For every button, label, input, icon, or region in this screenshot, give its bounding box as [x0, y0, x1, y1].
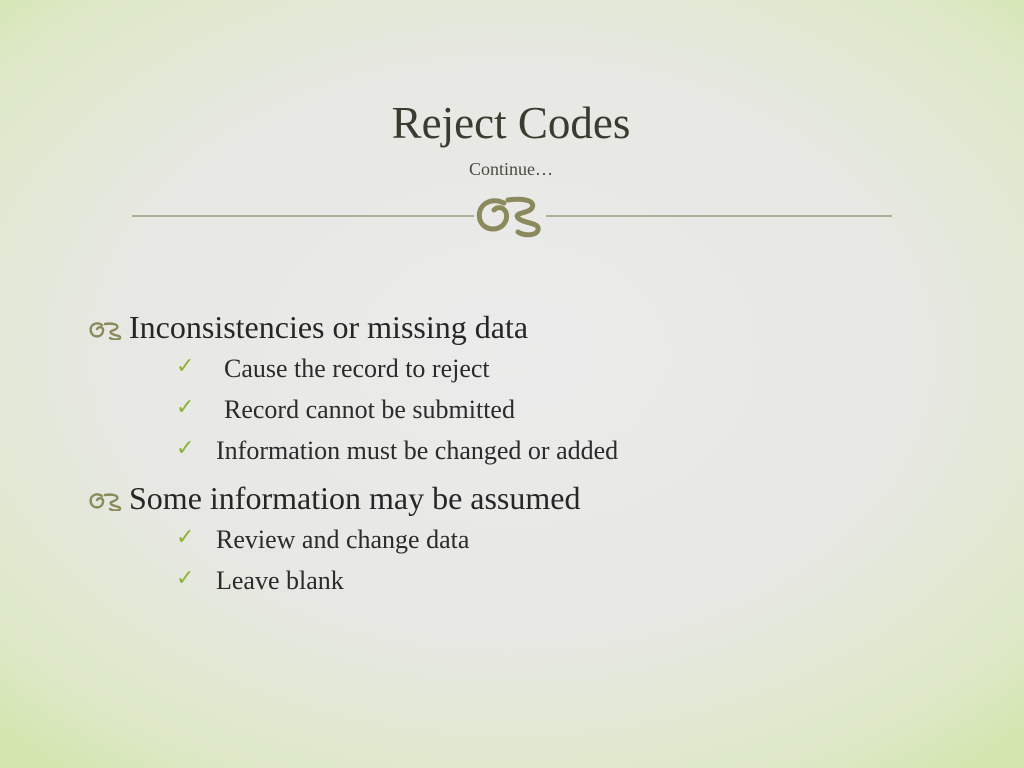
- sub-bullet-item: [88, 560, 968, 601]
- bullet-text: Some information may be assumed: [129, 480, 581, 516]
- checkmark-icon: ✓: [176, 395, 195, 420]
- bullet-list: [88, 306, 968, 601]
- ornament-swirl-icon: [479, 199, 538, 235]
- sub-bullet-text: Review and change data: [216, 525, 470, 554]
- slide-title: Reject Codes: [391, 98, 631, 148]
- sub-bullet-item: [88, 519, 968, 560]
- bullet-item: [88, 477, 968, 519]
- checkmark-icon: ✓: [176, 354, 195, 379]
- sub-bullet-text: Leave blank: [216, 566, 344, 595]
- sub-bullet-text: Record cannot be submitted: [224, 395, 515, 424]
- slide-subtitle: Continue…: [469, 159, 553, 179]
- checkmark-icon: ✓: [176, 566, 195, 591]
- checkmark-icon: ✓: [176, 525, 195, 550]
- sub-bullet-item: [88, 348, 968, 389]
- sub-bullet-text: Cause the record to reject: [224, 354, 490, 383]
- ornament-bullet-icon: [88, 491, 124, 511]
- bullet-item: [88, 306, 968, 348]
- bullet-text: Inconsistencies or missing data: [129, 309, 529, 345]
- checkmark-icon: ✓: [176, 436, 195, 461]
- sub-bullet-item: [88, 430, 968, 471]
- ornament-bullet-icon: [88, 320, 124, 340]
- sub-bullet-text: Information must be changed or added: [216, 436, 619, 465]
- title-divider: [132, 190, 892, 240]
- sub-bullet-item: [88, 389, 968, 430]
